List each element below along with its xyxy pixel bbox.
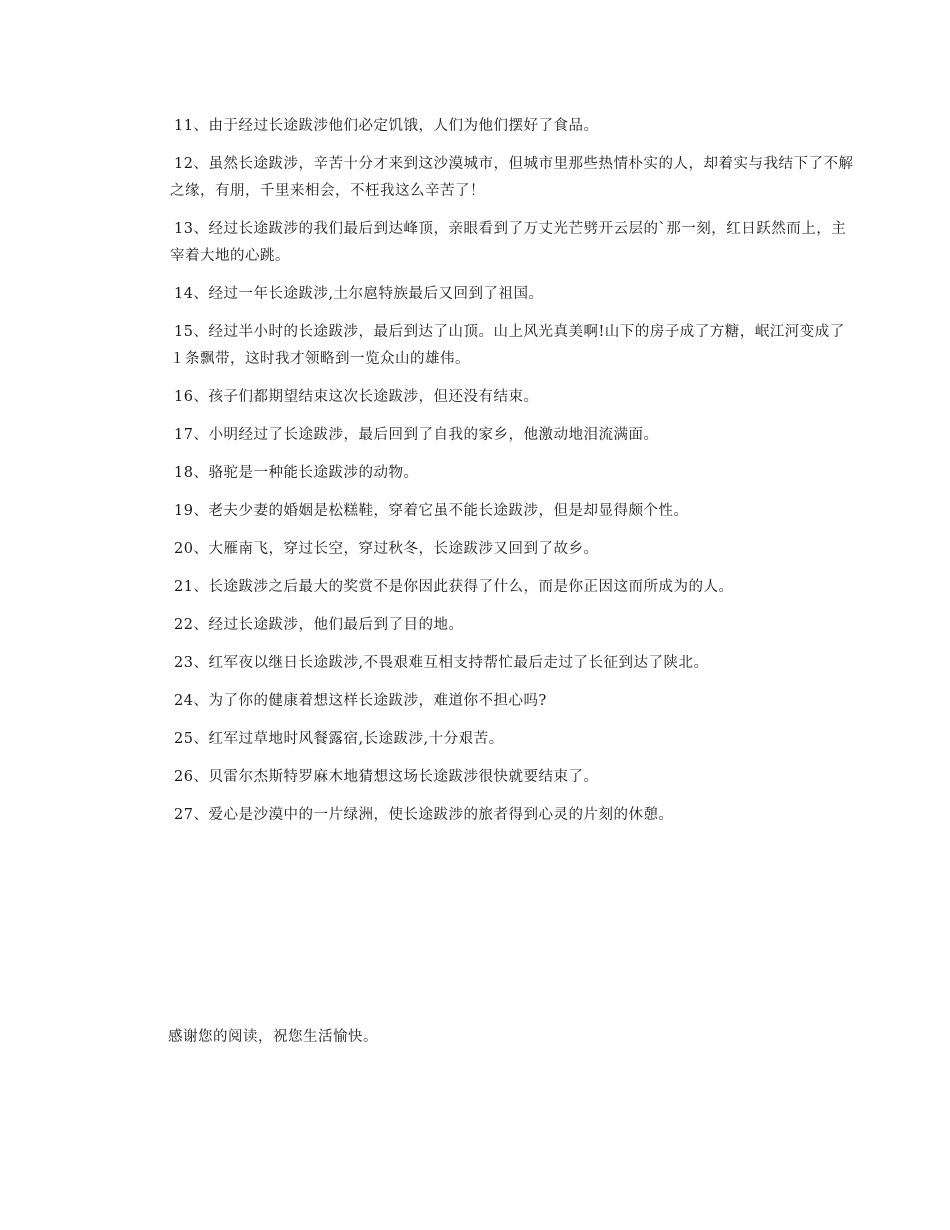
sentence-27: 27、爱心是沙漠中的一片绿洲，使长途跋涉的旅者得到心灵的片刻的休憩。: [174, 807, 674, 823]
sentence-18: 18、骆驼是一种能长途跋涉的动物。: [174, 465, 419, 481]
sentence-12: 12、虽然长途跋涉，辛苦十分才来到这沙漠城市，但城市里那些热情朴实的人，却着实与我结下了不解之缘，有朋，千里来相会，不枉我这么辛苦了！: [170, 156, 854, 199]
sentence-16: 16、孩子们都期望结束这次长途跋涉，但还没有结束。: [174, 389, 539, 405]
sentence-13: 13、经过长途跋涉的我们最后到达峰顶，亲眼看到了万丈光芒劈开云层的`那一刻，红日跃然而上，主宰着大地的心跳。: [170, 221, 847, 264]
sentence-20: 20、大雁南飞，穿过长空，穿过秋冬，长途跋涉又回到了故乡。: [174, 541, 599, 557]
closing-note: 感谢您的阅读，祝您生活愉快。: [168, 1029, 378, 1045]
sentence-17: 17、小明经过了长途跋涉，最后回到了自我的家乡，他激动地泪流满面。: [174, 427, 659, 443]
sentence-14: 14、经过一年长途跋涉,土尔扈特族最后又回到了祖国。: [174, 286, 544, 302]
sentence-11: 11、由于经过长途跋涉他们必定饥饿，人们为他们摆好了食品。: [174, 118, 599, 134]
sentence-15: 15、经过半小时的长途跋涉，最后到达了山顶。山上风光真美啊!山下的房子成了方糖，岷江河变成了１条飘带，这时我才领略到一览众山的雄伟。: [170, 324, 845, 367]
sentence-23: 23、红军夜以继日长途跋涉,不畏艰难互相支持帮忙最后走过了长征到达了陕北。: [174, 655, 709, 671]
sentence-24: 24、为了你的健康着想这样长途跋涉，难道你不担心吗?: [174, 693, 547, 709]
sentence-26: 26、贝雷尔杰斯特罗麻木地猜想这场长途跋涉很快就要结束了。: [174, 769, 599, 785]
sentence-19: 19、老夫少妻的婚姻是松糕鞋，穿着它虽不能长途跋涉，但是却显得颇个性。: [174, 503, 689, 519]
sentence-22: 22、经过长途跋涉，他们最后到了目的地。: [174, 617, 464, 633]
sentence-list: [170, 113, 854, 840]
sentence-25: 25、红军过草地时风餐露宿,长途跋涉,十分艰苦。: [174, 731, 504, 747]
sentence-21: 21、长途跋涉之后最大的奖赏不是你因此获得了什么，而是你正因这而所成为的人。: [174, 579, 734, 595]
